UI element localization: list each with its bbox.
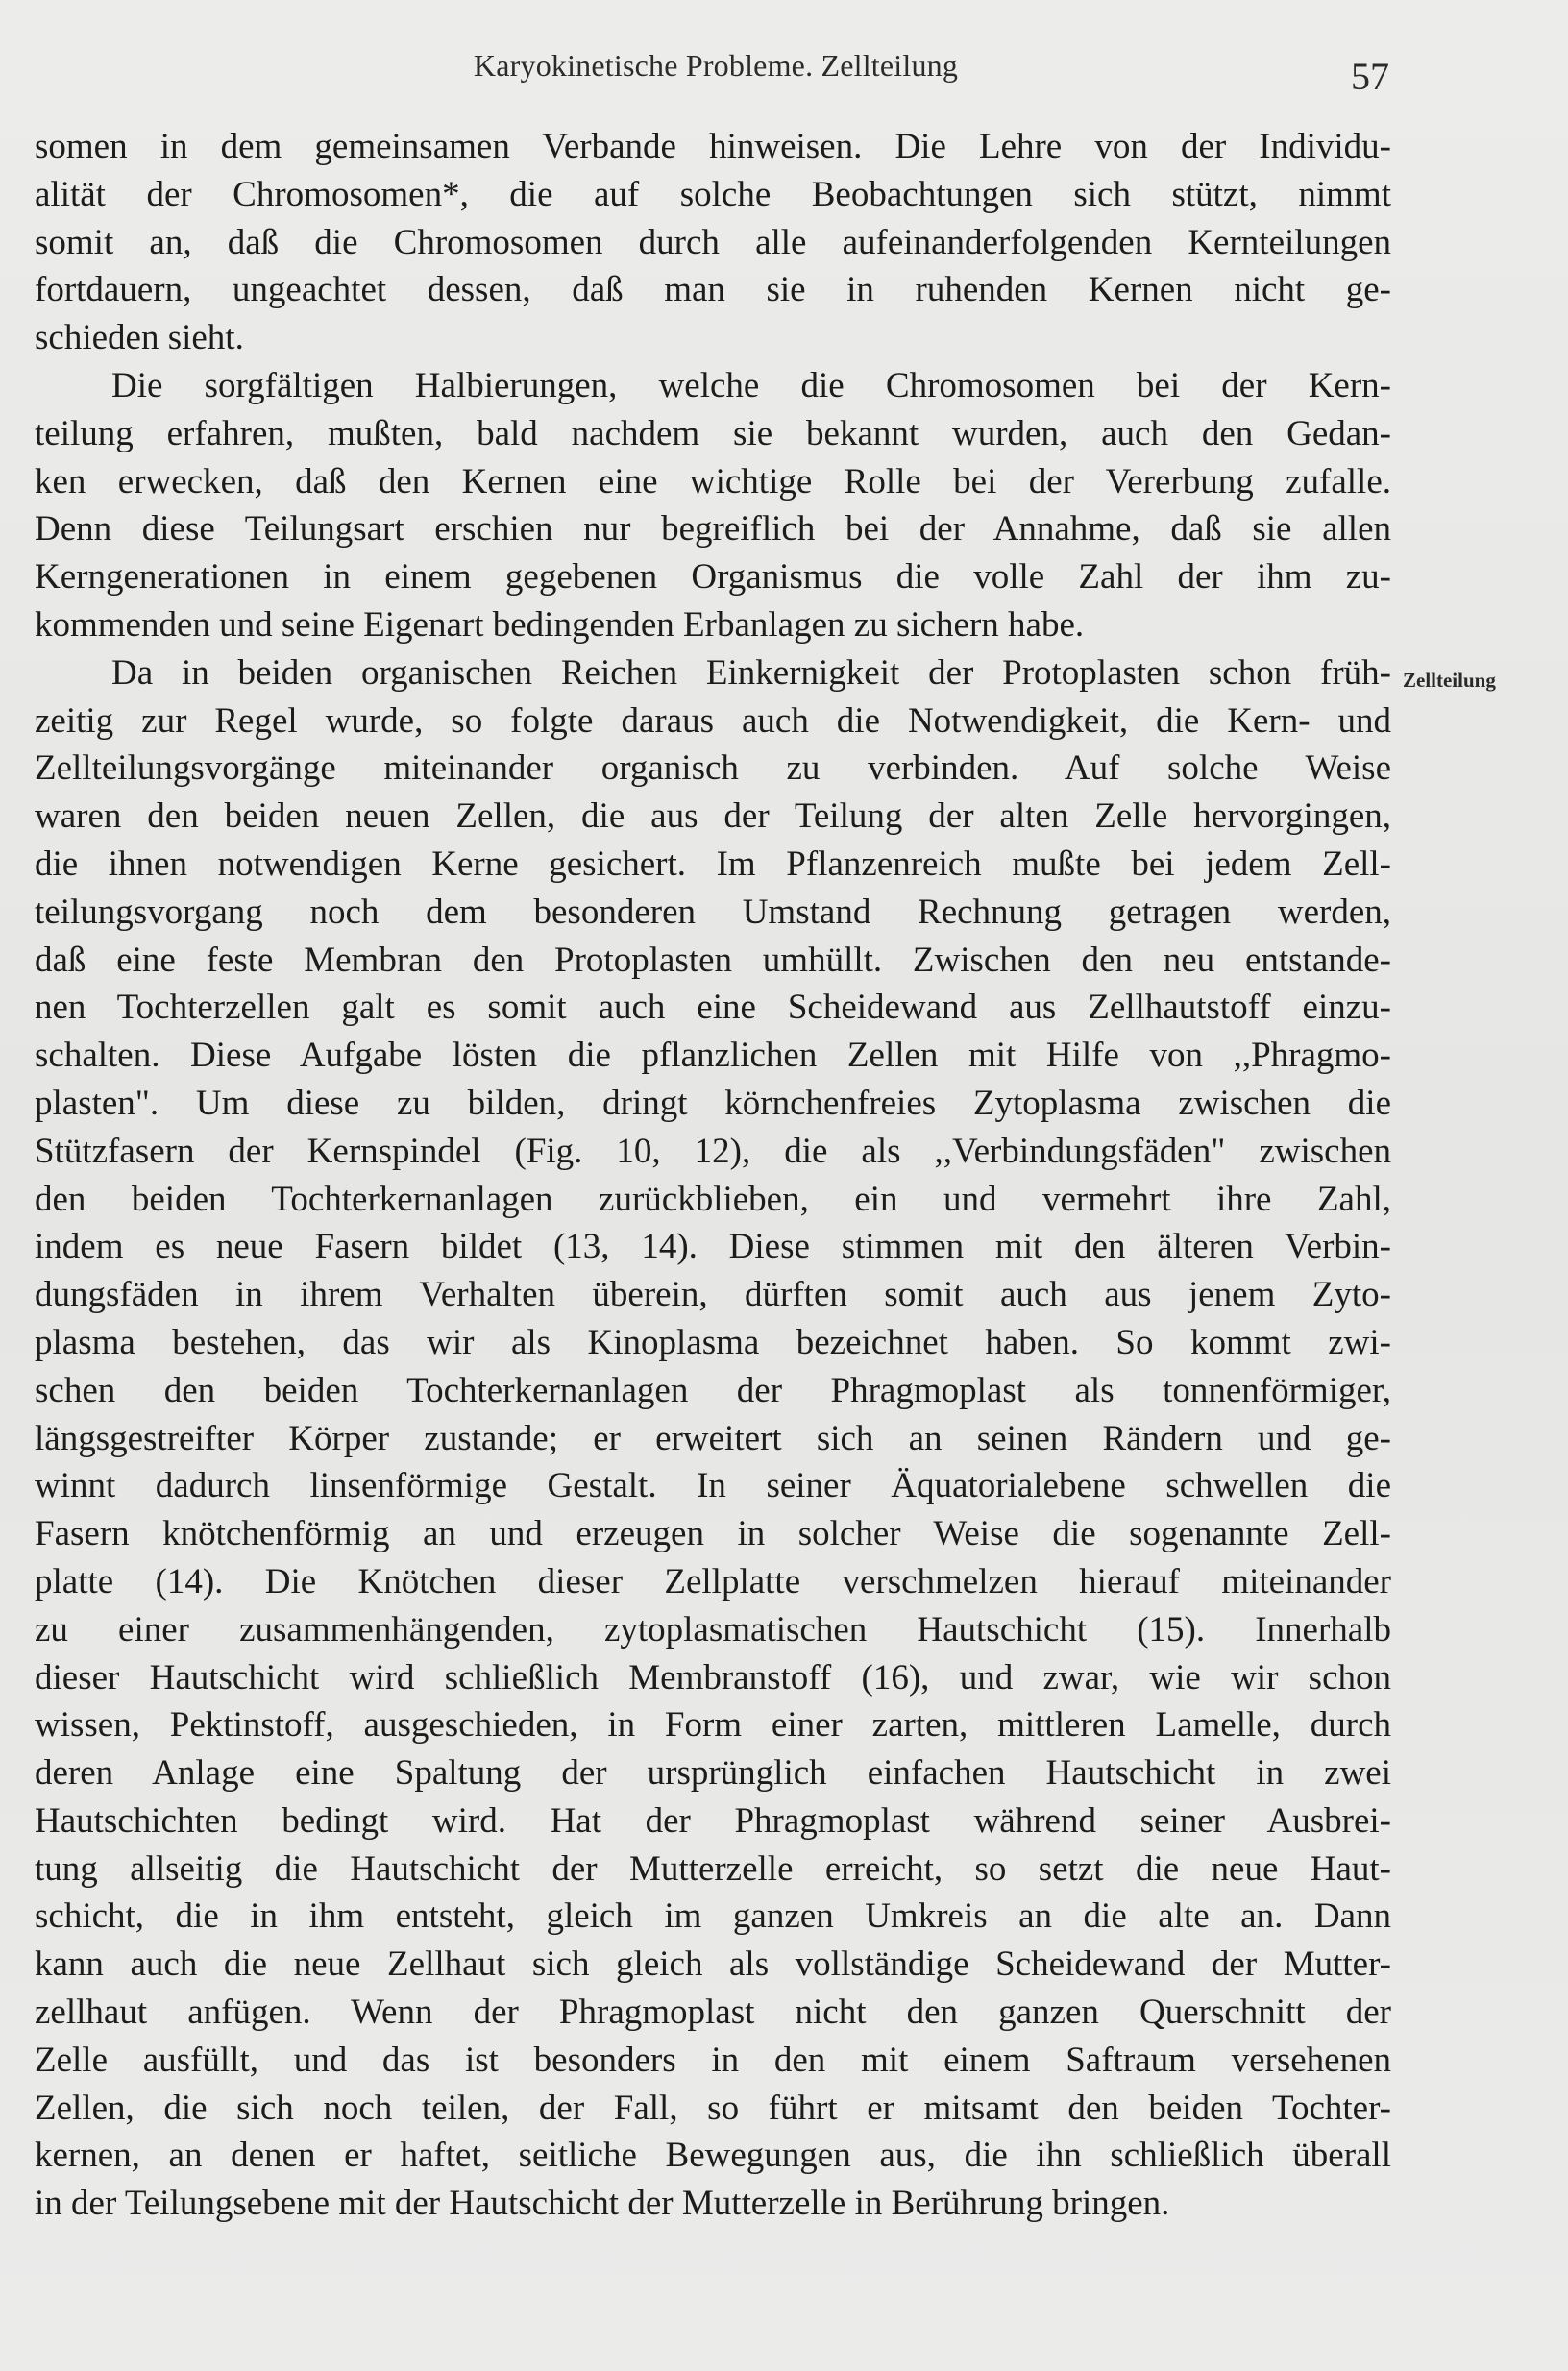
page-number: 57 [1351,55,1389,98]
text-line: daß eine feste Membran den Protoplasten umhüllt. Zwischen den neu entstande- [35,940,1391,980]
running-header-title: Karyokinetische Probleme. Zellteilung [473,48,959,83]
text-line: zellhaut anfügen. Wenn der Phragmoplast nicht den ganzen Querschnitt der [35,1992,1391,2033]
text-line: zeitig zur Regel wurde, so folgte daraus auch die Notwendigkeit, die Kern- und [35,700,1391,741]
text-line: die ihnen notwendigen Kerne gesichert. Im Pflanzenreich mußte bei jedem Zell- [35,843,1391,884]
text-line: Zellen, die sich noch teilen, der Fall, so führt er mitsamt den beiden Tochter- [35,2088,1391,2128]
text-line: fortdauern, ungeachtet dessen, daß man sie in ruhenden Kernen nicht ge- [35,270,1391,310]
running-header [0,38,1568,96]
text-line: in der Teilungsebene mit der Hautschicht der Mutterzelle in Berührung bringen. [35,2184,1170,2224]
text-line: dungsfäden in ihrem Verhalten überein, dürften somit auch aus jenem Zyto- [35,1275,1391,1315]
text-line: winnt dadurch linsenförmige Gestalt. In seiner Äquatorialebene schwellen die [35,1466,1391,1506]
text-line: Zelle ausfüllt, und das ist besonders in den mit einem Saftraum versehenen [35,2040,1391,2080]
text-line: platte (14). Die Knötchen dieser Zellplatte verschmelzen hierauf miteinander [35,1561,1391,1601]
text-line: schieden sieht. [35,318,244,358]
text-line: schen den beiden Tochterkernanlagen der Phragmoplast als tonnenförmiger, [35,1370,1391,1410]
text-line: kann auch die neue Zellhaut sich gleich als vollständige Scheidewand der Mutter- [35,1944,1391,1985]
text-line: schalten. Diese Aufgabe lösten die pflanzlichen Zellen mit Hilfe von ,,Phragmo- [35,1036,1391,1076]
text-line: Die sorgfältigen Halbierungen, welche die Chromosomen bei der Kern- [111,365,1391,405]
text-line: Da in beiden organischen Reichen Einkernigkeit der Protoplasten schon früh- [111,652,1391,693]
text-line: Denn diese Teilungsart erschien nur begreiflich bei der Annahme, daß sie allen [35,509,1391,550]
text-line: zu einer zusammenhängenden, zytoplasmatischen Hautschicht (15). Innerhalb [35,1609,1391,1650]
text-line: den beiden Tochterkernanlagen zurückblieben, ein und vermehrt ihre Zahl, [35,1179,1391,1219]
text-line: teilung erfahren, mußten, bald nachdem sie bekannt wurden, auch den Gedan- [35,413,1391,453]
text-line: längsgestreifter Körper zustande; er erweitert sich an seinen Rändern und ge- [35,1418,1391,1458]
text-line: dieser Hautschicht wird schließlich Membranstoff (16), und zwar, wie wir schon [35,1657,1391,1698]
text-line: Kerngenerationen in einem gegebenen Organismus die volle Zahl der ihm zu- [35,557,1391,598]
text-line: ken erwecken, daß den Kernen eine wichtige Rolle bei der Vererbung zufalle. [35,461,1391,501]
margin-note: Zellteilung [1403,669,1496,692]
text-line: waren den beiden neuen Zellen, die aus der Teilung der alten Zelle hervorgingen, [35,796,1391,837]
text-line: Stützfasern der Kernspindel (Fig. 10, 12), die als ,,Verbindungsfäden" zwischen [35,1131,1391,1171]
text-line: nen Tochterzellen galt es somit auch eine Scheidewand aus Zellhautstoff einzu- [35,988,1391,1028]
text-line: plasma bestehen, das wir als Kinoplasma bezeichnet haben. So kommt zwi- [35,1322,1391,1362]
text-line: somen in dem gemeinsamen Verbande hinweisen. Die Lehre von der Individu- [35,127,1391,166]
body-text [35,123,1391,2228]
text-line: deren Anlage eine Spaltung der ursprünglich einfachen Hautschicht in zwei [35,1753,1391,1794]
text-line: alität der Chromosomen*, die auf solche Beobachtungen sich stützt, nimmt [35,174,1391,214]
text-line: plasten". Um diese zu bilden, dringt körnchenfreies Zytoplasma zwischen die [35,1083,1391,1123]
text-line: Fasern knötchenförmig an und erzeugen in solcher Weise die sogenannte Zell- [35,1514,1391,1554]
text-line: teilungsvorgang noch dem besonderen Umstand Rechnung getragen werden, [35,892,1391,932]
text-line: Hautschichten bedingt wird. Hat der Phragmoplast während seiner Ausbrei- [35,1800,1391,1841]
text-line: indem es neue Fasern bildet (13, 14). Diese stimmen mit den älteren Verbin- [35,1227,1391,1267]
text-line: schicht, die in ihm entsteht, gleich im ganzen Umkreis an die alte an. Dann [35,1896,1391,1937]
text-line: kommenden und seine Eigenart bedingenden Erbanlagen zu sichern habe. [35,604,1085,645]
text-line: tung allseitig die Hautschicht der Mutterzelle erreicht, so setzt die neue Haut- [35,1848,1391,1889]
text-line: somit an, daß die Chromosomen durch alle aufeinanderfolgenden Kernteilungen [35,222,1391,262]
text-line: kernen, an denen er haftet, seitliche Bewegungen aus, die ihn schließlich überall [35,2136,1391,2176]
text-line: Zellteilungsvorgänge miteinander organisch zu verbinden. Auf solche Weise [35,748,1391,789]
text-line: wissen, Pektinstoff, ausgeschieden, in Form einer zarten, mittleren Lamelle, durch [35,1705,1391,1746]
